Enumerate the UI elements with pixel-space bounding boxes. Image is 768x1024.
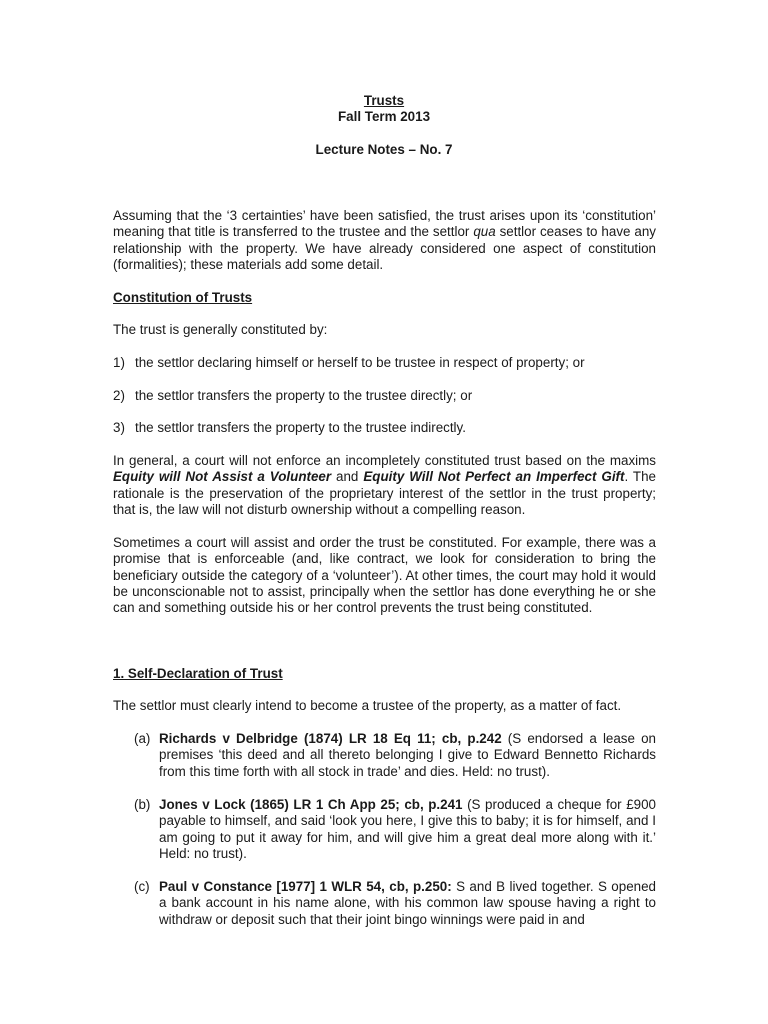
lecture-title: Lecture Notes – No. 7: [315, 142, 453, 157]
intro-text-2: settlor ceases to have any relationship with the property. We have already considered one aspect of constitution (formalities); these materials add some detail.: [113, 224, 656, 272]
list-item-number: 3): [113, 420, 125, 435]
case-letter: (b): [134, 797, 151, 812]
intro-italic-qua: qua: [473, 224, 496, 240]
general-text-1: In general, a court will not enforce an incompletely constituted trust based on the maxims: [113, 453, 656, 468]
section1-heading: 1. Self-Declaration of Trust: [113, 666, 283, 681]
intro-text-1: Assuming that the ‘3 certainties’ have been satisfied, the trust arises upon its ‘constitution’ meaning that title is transferred to the trustee and the settlor: [113, 208, 656, 240]
list-item-number: 2): [113, 388, 125, 403]
course-title: Trusts: [363, 93, 405, 108]
general-and: and: [331, 469, 364, 485]
case-citation: Richards v Delbridge (1874) LR 18 Eq 11; cb, p.242: [159, 731, 502, 746]
constituted-by-text: The trust is generally constituted by:: [113, 322, 328, 337]
section1-intro: The settlor must clearly intend to become a trustee of the property, as a matter of fact.: [113, 698, 622, 713]
case-citation: Jones v Lock (1865) LR 1 Ch App 25; cb, p.241: [159, 797, 463, 812]
case-text: S and B lived together. S opened a bank account in his name alone, with his common law spouse having a right to withdraw or deposit such that their joint bingo winnings were paid in and: [159, 879, 656, 927]
list-item-number: 1): [113, 355, 125, 370]
list-item-text: the settlor declaring himself or herself to be trustee in respect of property; or: [135, 355, 585, 370]
maxim-volunteer: Equity will Not Assist a Volunteer: [113, 469, 332, 485]
term-title: Fall Term 2013: [337, 109, 431, 124]
intro-paragraph: [113, 208, 656, 273]
case-text: (S endorsed a lease on premises ‘this deed and all thereto belonging I give to Edward Bennetto Richards from this time forth with all stock in trade’ and dies. Held: no trust).: [159, 731, 656, 779]
general-paragraph: [113, 453, 656, 518]
case-entry: [159, 797, 656, 862]
case-citation: Paul v Constance [1977] 1 WLR 54, cb, p.250:: [159, 879, 452, 894]
list-item-text: the settlor transfers the property to the trustee directly; or: [135, 388, 473, 403]
case-entry: [159, 879, 656, 928]
constitution-heading: Constitution of Trusts: [113, 290, 253, 305]
case-letter: (c): [134, 879, 150, 894]
case-text: (S produced a cheque for £900 payable to himself, and said ‘look you here, I give this to baby; it is for himself, and I am going to put it away for him, and will give him a great deal more along with it.’ Held: no trust).: [159, 797, 656, 861]
list-item-text: the settlor transfers the property to the trustee indirectly.: [135, 420, 466, 435]
sometimes-paragraph: Sometimes a court will assist and order the trust be constituted. For example, there was a promise that is enforceable (and, like contract, we look for consideration to bring the beneficiary outside the category of a ‘volunteer’). At other times, the court may hold it would be unconscionable not to assist, principally when the settlor has done everything he or she can and something outside his or her control prevents the trust being constituted.: [113, 535, 656, 616]
case-entry: [159, 731, 656, 780]
general-text-2: . The rationale is the preservation of the proprietary interest of the settlor in the trust property; that is, the law will not disturb ownership without a compelling reason.: [113, 469, 656, 517]
case-letter: (a): [134, 731, 151, 746]
maxim-imperfect-gift: Equity Will Not Perfect an Imperfect Gift: [363, 469, 625, 485]
